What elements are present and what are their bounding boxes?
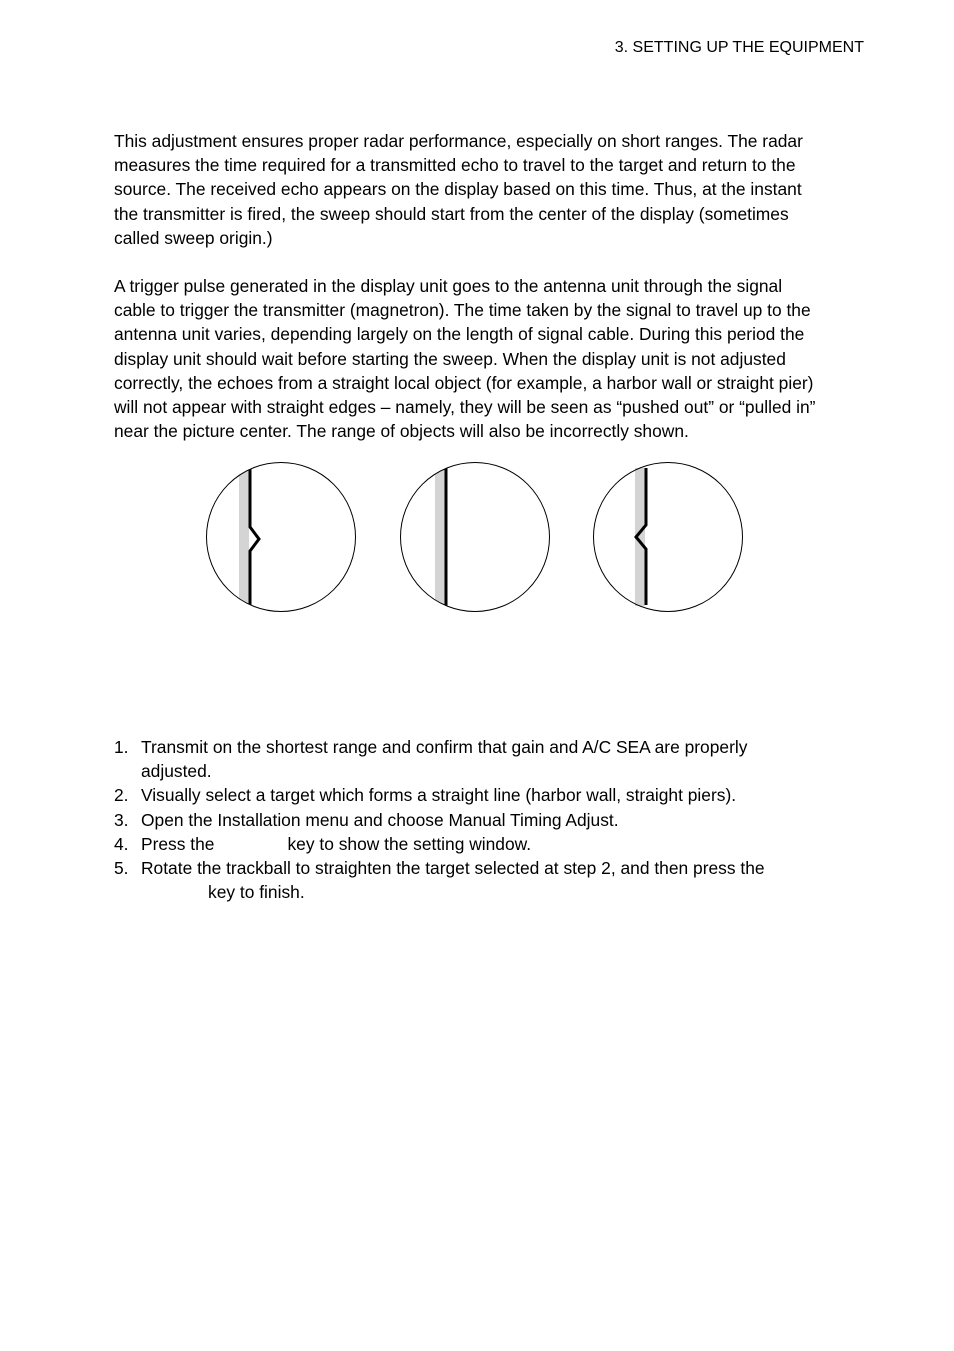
panel-correct xyxy=(401,461,550,616)
echo-line xyxy=(250,467,259,607)
reference-edge xyxy=(239,461,249,616)
step-text: Transmit on the shortest range and confirm that gain and A/C SEA are properly xyxy=(141,737,748,757)
reference-edge xyxy=(435,461,445,616)
paragraph-line: the transmitter is fired, the sweep should start from the center of the display (sometimes xyxy=(114,203,789,224)
step-text: Open the Installation menu and choose Manual Timing Adjust. xyxy=(141,809,619,830)
paragraph-line: correctly, the echoes from a straight local object (for example, a harbor wall or straight pier) xyxy=(114,372,814,393)
paragraph-line: antenna unit varies, depending largely on the length of signal cable. During this period the xyxy=(114,324,805,345)
paragraph-line: cable to trigger the transmitter (magnetron). The time taken by the signal to travel up to the xyxy=(114,300,811,321)
ppi-circle xyxy=(594,463,743,612)
paragraph-line: near the picture center. The range of objects will also be incorrectly shown. xyxy=(114,421,689,442)
panel-pulled-in xyxy=(594,463,743,612)
step-number: 3. xyxy=(114,809,129,830)
step-number: 5. xyxy=(114,858,129,879)
step-item xyxy=(114,735,874,783)
step-item xyxy=(114,832,874,856)
trigger-paragraph xyxy=(114,274,874,443)
paragraph-line: display unit should wait before starting the sweep. When the display unit is not adjusted xyxy=(114,348,786,369)
timing-adjust-figure xyxy=(204,461,747,616)
paragraph-line: source. The received echo appears on the display based on this time. Thus, at the instant xyxy=(114,179,802,200)
step-item xyxy=(114,856,874,904)
paragraph-line: called sweep origin.) xyxy=(114,227,273,248)
step-text: Visually select a target which forms a straight line (harbor wall, straight piers). xyxy=(141,785,737,806)
step-number: 4. xyxy=(114,833,129,854)
paragraph-line: will not appear with straight edges – namely, they will be seen as “pushed out” or “pulled in” xyxy=(114,397,816,418)
panel-pushed-out xyxy=(207,461,356,616)
ppi-circle xyxy=(401,463,550,612)
step-text: Rotate the trackball to straighten the target selected at step 2, and then press the xyxy=(141,858,765,879)
step-item xyxy=(114,783,874,807)
step-text: adjusted. xyxy=(141,761,212,782)
page-header: 3. SETTING UP THE EQUIPMENT xyxy=(614,39,864,56)
step-text-after: key to finish. xyxy=(208,882,305,903)
paragraph-line: measures the time required for a transmitted echo to travel to the target and return to the xyxy=(114,155,796,176)
step-number: 1. xyxy=(114,737,129,757)
step-text xyxy=(141,880,874,904)
step-text-after: key to show the setting window. xyxy=(287,833,532,854)
paragraph-line: This adjustment ensures proper radar performance, especially on short ranges. The radar xyxy=(114,131,803,151)
paragraph-line: A trigger pulse generated in the display unit goes to the antenna unit through the signal xyxy=(114,276,783,296)
step-text xyxy=(141,832,874,856)
step-item xyxy=(114,808,874,832)
ppi-circle xyxy=(207,463,356,612)
intro-paragraph xyxy=(114,129,874,250)
step-text-before: Press the xyxy=(141,833,215,854)
step-number: 2. xyxy=(114,785,129,806)
procedure-steps xyxy=(114,735,874,904)
